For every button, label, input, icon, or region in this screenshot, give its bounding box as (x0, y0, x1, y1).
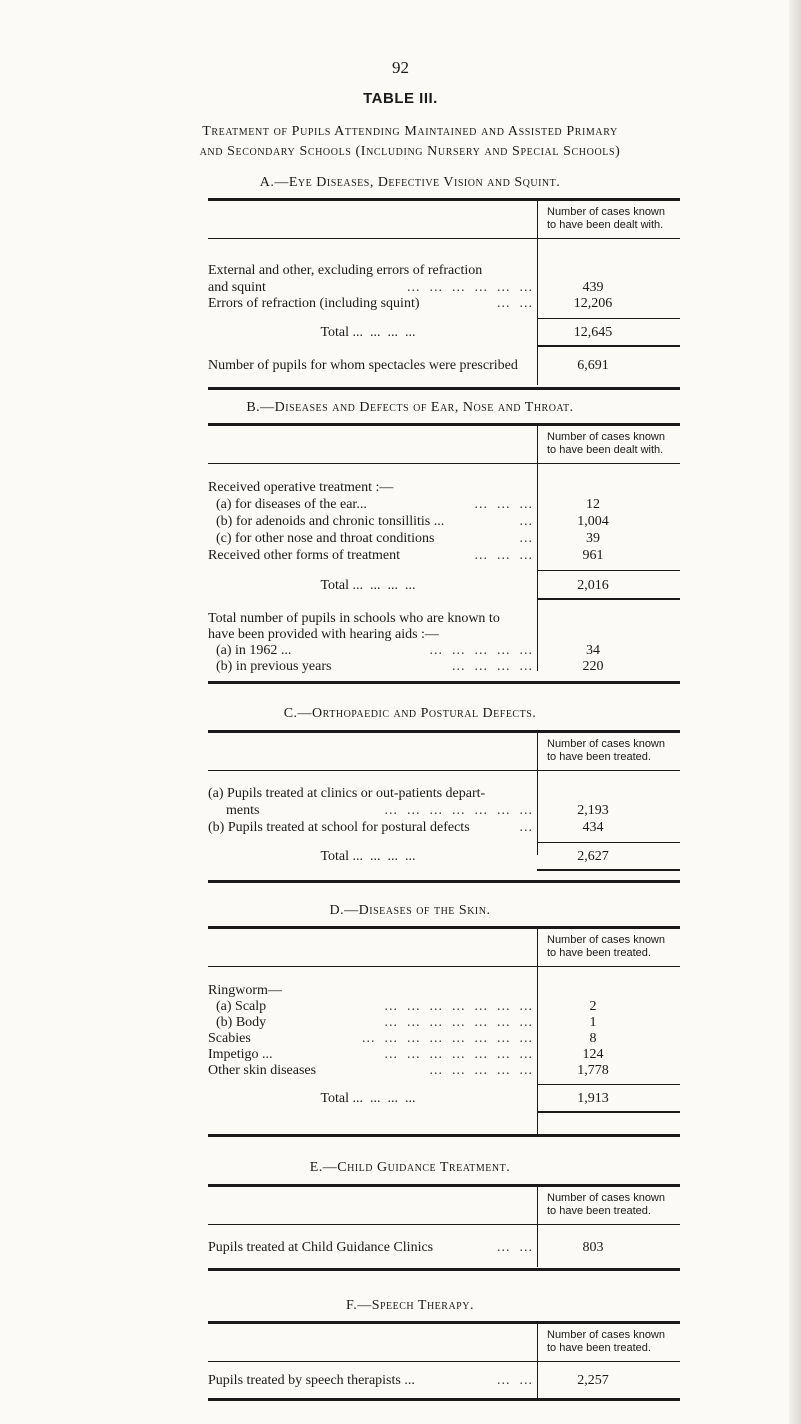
row-value: 1 (589, 1015, 597, 1030)
table-row (208, 531, 680, 548)
row-value: 6,691 (577, 358, 609, 373)
row-value: 434 (582, 820, 604, 835)
column-header (547, 1192, 687, 1218)
double-rule (537, 1111, 680, 1113)
table-row (208, 1063, 680, 1080)
column-header (547, 1329, 687, 1355)
total-row (208, 849, 680, 866)
table-title: TABLE III. (363, 90, 438, 107)
double-rule (537, 869, 680, 871)
top-rule (208, 198, 680, 201)
bottom-rule (208, 1398, 680, 1401)
total-row (208, 325, 680, 342)
total-label: Total ... ... ... ... (320, 325, 416, 340)
column-header-line: to have been treated. (547, 1205, 651, 1217)
leader-dots: ... ... (497, 296, 533, 311)
table-row (208, 1047, 680, 1064)
section-e-title: E.—Child Guidance Treatment. (309, 1160, 511, 1175)
row-label: (b) Pupils treated at school for postural defects (208, 820, 470, 835)
table-row (208, 514, 680, 531)
row-value: 39 (586, 531, 600, 546)
row-value: 2,257 (577, 1373, 609, 1388)
section-f-title: F.—Speech Therapy. (346, 1298, 474, 1313)
row-label: (b) Body (216, 1015, 267, 1030)
leader-dots: ... ... ... ... ... ... ... (384, 1047, 533, 1062)
leader-dots: ... (519, 514, 533, 529)
leader-dots: ... ... ... ... ... ... ... (384, 803, 533, 818)
header-rule (208, 966, 680, 967)
row-value: 12 (586, 497, 600, 512)
row-label: (a) for diseases of the ear... (216, 497, 367, 512)
column-header-line: Number of cases known (547, 738, 665, 750)
total-rule (537, 1084, 680, 1085)
table-row (208, 497, 680, 514)
leader-dots: ... ... ... ... ... (429, 1063, 533, 1078)
row-value: 2,193 (577, 803, 609, 818)
total-rule (537, 318, 680, 319)
header-rule (208, 238, 680, 239)
total-row (208, 1091, 680, 1108)
total-label: Total ... ... ... ... (320, 849, 416, 864)
total-rule (537, 842, 680, 843)
row-label: Total number of pupils in schools who are known to (208, 611, 500, 626)
total-value: 12,645 (573, 325, 613, 340)
leader-dots: ... ... ... ... ... ... (407, 280, 533, 295)
section-d-title: D.—Diseases of the Skin. (329, 903, 491, 918)
table-row (208, 786, 680, 803)
top-rule (208, 926, 680, 929)
total-label: Total ... ... ... ... (320, 578, 416, 593)
bottom-rule (208, 880, 680, 883)
leader-dots: ... ... (497, 1240, 533, 1255)
row-value: 220 (582, 659, 604, 674)
total-value: 1,913 (577, 1091, 609, 1106)
row-value: 439 (582, 280, 604, 295)
row-value: 1,778 (577, 1063, 609, 1078)
column-header (547, 206, 687, 232)
leader-dots: ... (519, 531, 533, 546)
row-label: (b) for adenoids and chronic tonsillitis ... (216, 514, 445, 529)
table-row (208, 263, 680, 280)
table-row (208, 999, 680, 1016)
table-row (208, 643, 680, 660)
table-row (208, 1015, 680, 1032)
row-value: 961 (582, 548, 604, 563)
bottom-rule (208, 1134, 680, 1137)
row-value: 2 (589, 999, 597, 1014)
row-label: (a) in 1962 ... (216, 643, 292, 658)
table-row (208, 1373, 680, 1390)
row-value: 124 (582, 1047, 604, 1062)
row-label: Pupils treated at Child Guidance Clinics (208, 1240, 434, 1255)
table-row (208, 627, 680, 644)
page-edge (789, 0, 801, 1424)
row-value: 12,206 (573, 296, 613, 311)
table-row (208, 296, 680, 313)
row-label: Number of pupils for whom spectacles were prescribed (208, 358, 518, 373)
column-header-line: Number of cases known (547, 431, 665, 443)
row-label: Received other forms of treatment (208, 548, 401, 563)
row-label: (a) Pupils treated at clinics or out-patients depart- (208, 786, 486, 801)
table-row (208, 1031, 680, 1048)
column-header-line: to have been treated. (547, 947, 651, 959)
top-rule (208, 1321, 680, 1324)
column-header-line: Number of cases known (547, 1192, 665, 1204)
table-row (208, 803, 680, 820)
double-rule (537, 598, 680, 600)
leader-dots: ... ... ... ... ... ... ... ... (362, 1031, 533, 1046)
leader-dots: ... ... ... ... ... ... ... (384, 1015, 533, 1030)
table-row (208, 548, 680, 565)
column-header (547, 738, 687, 764)
row-value: 34 (586, 643, 600, 658)
page-number: 92 (392, 58, 409, 77)
row-label: ments (226, 803, 260, 818)
row-label: Received operative treatment :— (208, 480, 394, 495)
bottom-rule (208, 387, 680, 390)
row-value: 1,004 (577, 514, 609, 529)
leader-dots: ... ... ... ... ... (429, 643, 533, 658)
table-row (208, 480, 680, 497)
row-label: External and other, excluding errors of refraction (208, 263, 483, 278)
header-rule (208, 770, 680, 771)
row-value: 8 (589, 1031, 597, 1046)
column-header-line: to have been dealt with. (547, 219, 664, 231)
row-label: (b) in previous years (216, 659, 332, 674)
column-divider (537, 349, 538, 385)
table-row (208, 611, 680, 628)
table-row (208, 820, 680, 837)
row-label: Ringworm— (208, 983, 282, 998)
table-row (208, 983, 680, 1000)
total-row (208, 578, 680, 595)
column-header-line: to have been dealt with. (547, 444, 664, 456)
row-label: (a) Scalp (216, 999, 267, 1014)
heading-line-1: Treatment of Pupils Attending Maintained and Assisted Primary (202, 124, 618, 139)
top-rule (208, 423, 680, 426)
row-value: 803 (582, 1240, 604, 1255)
total-value: 2,016 (577, 578, 609, 593)
top-rule (208, 1184, 680, 1187)
row-label: Errors of refraction (including squint) (208, 296, 420, 311)
leader-dots: ... (519, 820, 533, 835)
heading-line-2: and Secondary Schools (Including Nursery and Special Schools) (199, 144, 621, 159)
bottom-rule (208, 681, 680, 684)
column-header-line: Number of cases known (547, 1329, 665, 1341)
table-row (208, 358, 680, 375)
section-a-title: A.—Eye Diseases, Defective Vision and Squint. (259, 175, 561, 190)
leader-dots: ... ... ... (474, 548, 533, 563)
table-row (208, 1240, 680, 1257)
row-label: and squint (208, 280, 266, 295)
row-label: Scabies (208, 1031, 251, 1046)
total-label: Total ... ... ... ... (320, 1091, 416, 1106)
leader-dots: ... ... ... ... ... ... ... (384, 999, 533, 1014)
total-rule (537, 570, 680, 571)
total-value: 2,627 (577, 849, 609, 864)
row-label: have been provided with hearing aids :— (208, 627, 439, 642)
row-label: (c) for other nose and throat conditions (216, 531, 435, 546)
table-row (208, 659, 680, 676)
row-label: Impetigo ... (208, 1047, 273, 1062)
column-header-line: Number of cases known (547, 206, 665, 218)
column-header-line: Number of cases known (547, 934, 665, 946)
row-label: Other skin diseases (208, 1063, 317, 1078)
bottom-rule (208, 1268, 680, 1271)
header-rule (208, 1361, 680, 1362)
header-rule (208, 463, 680, 464)
table-row (208, 280, 680, 297)
column-header (547, 431, 687, 457)
section-b-title: B.—Diseases and Defects of Ear, Nose and Throat. (246, 400, 574, 415)
leader-dots: ... ... ... (474, 497, 533, 512)
leader-dots: ... ... (497, 1373, 533, 1388)
double-rule (537, 345, 680, 347)
column-header-line: to have been treated. (547, 1342, 651, 1354)
top-rule (208, 730, 680, 733)
column-header-line: to have been treated. (547, 751, 651, 763)
row-label: Pupils treated by speech therapists ... (208, 1373, 415, 1388)
section-c-title: C.—Orthopaedic and Postural Defects. (283, 706, 537, 721)
leader-dots: ... ... ... ... (452, 659, 533, 674)
column-header (547, 934, 687, 960)
header-rule (208, 1224, 680, 1225)
